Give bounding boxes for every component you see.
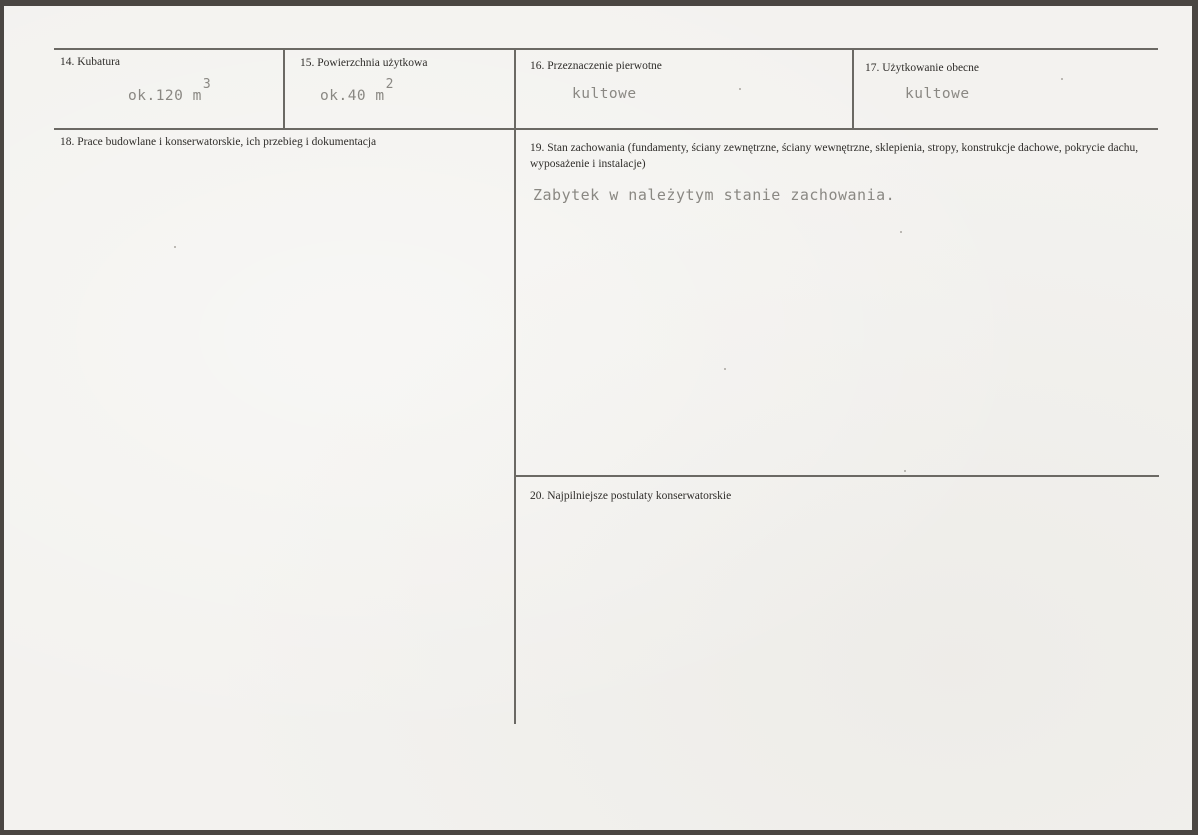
paper-speck — [900, 231, 902, 233]
field-14-value-text: ok.120 m — [128, 88, 202, 104]
paper-speck — [904, 470, 906, 472]
field-17-label: 17. Użytkowanie obecne — [865, 62, 980, 74]
record-card — [4, 6, 1192, 830]
field-16-label: 16. Przeznaczenie pierwotne — [530, 60, 662, 72]
field-14-unit-exponent: 3 — [202, 77, 212, 92]
divider-16-17 — [852, 50, 854, 128]
field-19-value: Zabytek w należytym stanie zachowania. — [533, 186, 896, 204]
paper-speck — [1061, 78, 1063, 80]
field-15-value — [320, 77, 394, 104]
field-19-label: 19. Stan zachowania (fundamenty, ściany zewnętrzne, ściany wewnętrzne, sklepienia, stropy, konstrukcje dachowe, pokrycie dachu, wyposażenie i instalacje) — [530, 142, 1139, 170]
field-20-label: 20. Najpilniejsze postulaty konserwatorskie — [530, 490, 732, 502]
field-14-label: 14. Kubatura — [60, 56, 121, 68]
right-column-divider — [515, 475, 1159, 477]
field-18-label: 18. Prace budowlane i konserwatorskie, ich przebieg i dokumentacja — [60, 136, 377, 148]
paper-speck — [724, 368, 726, 370]
main-column-divider — [514, 130, 516, 724]
header-row-divider — [54, 128, 1158, 130]
divider-14-15 — [283, 50, 285, 128]
field-16-value: kultowe — [572, 86, 637, 102]
field-15-value-text: ok.40 m — [320, 88, 385, 104]
top-divider — [54, 48, 1158, 50]
paper-speck — [739, 88, 741, 90]
paper-speck — [174, 246, 176, 248]
field-15-unit-exponent: 2 — [385, 77, 394, 92]
divider-15-16 — [514, 50, 516, 128]
field-17-value: kultowe — [905, 86, 970, 102]
field-15-label: 15. Powierzchnia użytkowa — [300, 57, 428, 69]
field-14-value — [128, 77, 212, 104]
